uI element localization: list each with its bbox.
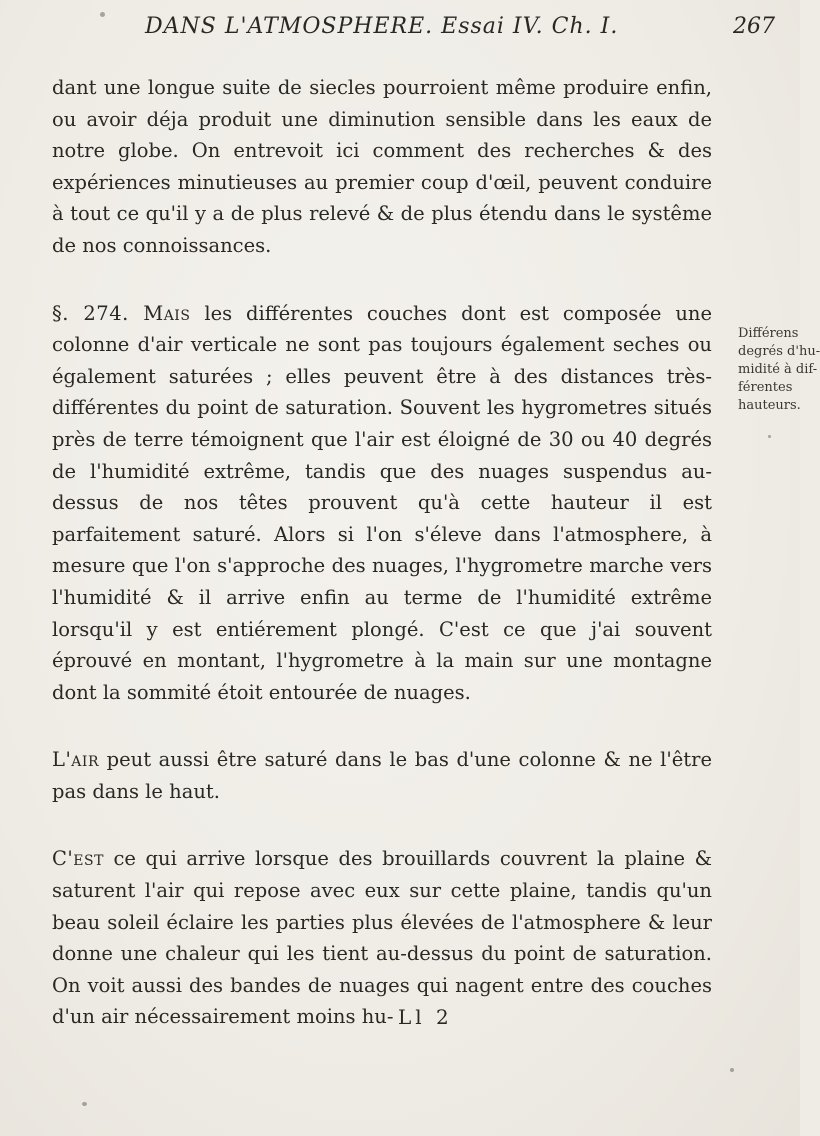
paragraph-4 <box>52 843 712 1033</box>
signature-mark: Ll 2 <box>398 1005 453 1029</box>
ink-speck <box>768 435 771 438</box>
margin-note-line: degrés d'hu- <box>738 344 820 359</box>
paragraph-4-lead: C'est <box>52 847 104 871</box>
ink-speck <box>100 12 105 17</box>
paragraph-3 <box>52 744 712 807</box>
body-text <box>52 72 712 1033</box>
margin-note-line: Différens <box>738 326 799 341</box>
margin-note-line: midité à dif- <box>738 362 818 377</box>
ink-speck <box>82 1102 87 1106</box>
running-title: DANS L'ATMOSPHERE. Essai IV. Ch. I. <box>145 14 619 39</box>
page-number: 267 <box>733 14 775 39</box>
margin-note-line: férentes <box>738 380 793 395</box>
margin-note <box>738 325 820 415</box>
paragraph-3-text: peut aussi être saturé dans le bas d'une colonne & ne l'être pas dans le haut. <box>52 748 712 803</box>
section-lead: §. 274. Mais <box>52 301 191 325</box>
paragraph-4-text: ce qui arrive lorsque des brouillards couvrent la plaine & saturent l'air qui repose avec eux sur cette plaine, tandis qu'un beau soleil éclaire les parties plus élevées de l'atmosphere & leur donne une chaleur qui les tient au-dessus du point de saturation. On voit aussi des bandes de nuages qui nagent entre des couches d'un air nécessairement moins hu- <box>52 847 712 1029</box>
section-274-text: les différentes couches dont est composée une colonne d'air verticale ne sont pas toujours également seches ou également saturées ; elles peuvent être à des distances très-différentes du point de saturation. Souvent les hygrometres situés près de terre témoignent que l'air est éloigné de 30 ou 40 degrés de l'humidité extrême, tandis que des nuages suspendus au-dessus de nos têtes prouvent qu'à cette hauteur il est parfaitement saturé. Alors si l'on s'éleve dans l'atmosphere, à mesure que l'on s'approche des nuages, l'hygrometre marche vers l'humidité & il arrive enfin au terme de l'humidité extrême lorsqu'il y est entiérement plongé. C'est ce que j'ai souvent éprouvé en montant, l'hygrometre à la main sur une montagne dont la sommité étoit entourée de nuages. <box>52 301 712 704</box>
paragraph-3-lead: L'air <box>52 748 99 772</box>
paragraph-section-274 <box>52 298 712 709</box>
ink-speck <box>730 1068 734 1072</box>
paragraph-1: dant une longue suite de siecles pourroient même produire enfin, ou avoir déja produit une diminution sensible dans les eaux de notre globe. On entrevoit ici comment des recherches & des expériences minutieuses au premier coup d'œil, peuvent conduire à tout ce qu'il y a de plus relevé & de plus étendu dans le systême de nos connoissances. <box>52 76 712 257</box>
margin-note-line: hauteurs. <box>738 398 801 413</box>
running-head <box>0 8 800 48</box>
